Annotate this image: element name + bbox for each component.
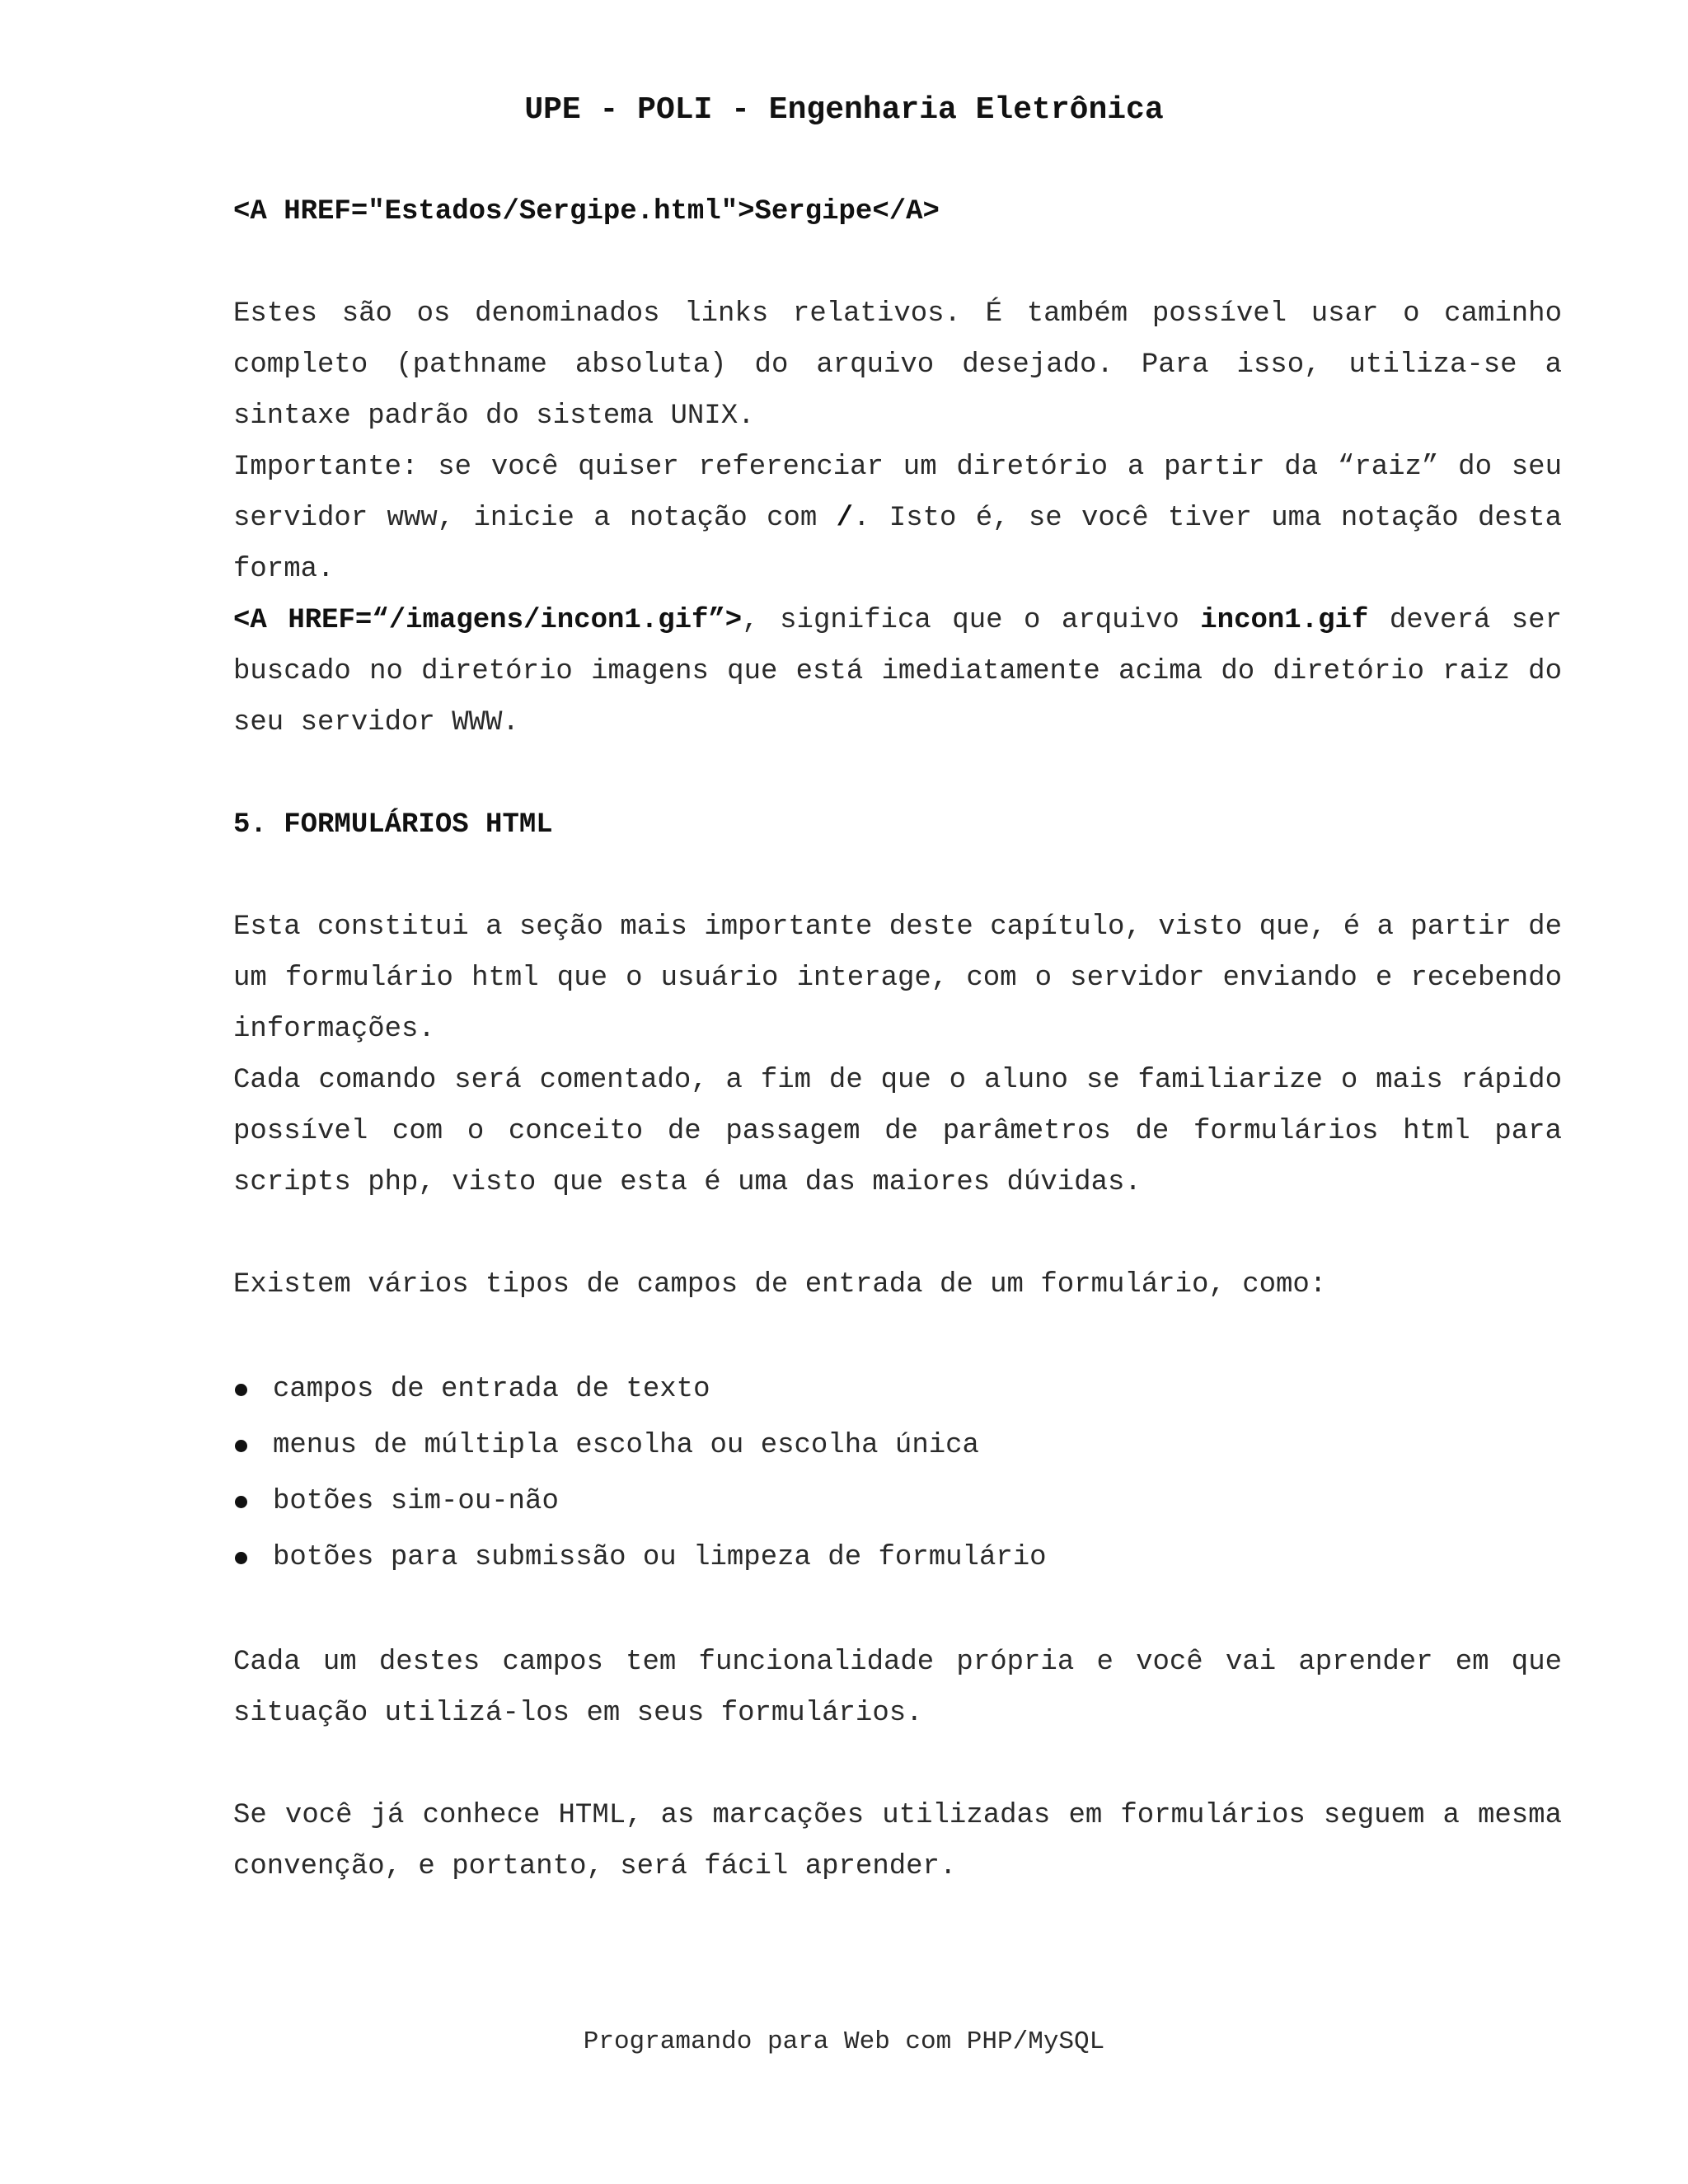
example-text-after: deverá ser buscado no diretório imagens que está imediatamente acima do diretório raiz do seu servidor WWW. bbox=[233, 605, 1562, 738]
list-item: campos de entrada de texto bbox=[233, 1361, 1562, 1418]
example-code: <A HREF=“/imagens/incon1.gif”> bbox=[233, 605, 743, 636]
paragraph-commands: Cada comando será comentado, a fim de que o aluno se familiarize o mais rápido possível com o conceito de passagem de parâmetros de formulários html para scripts php, visto que esta é uma das maiores dúvidas. bbox=[233, 1065, 1562, 1198]
example-file-name: incon1.gif bbox=[1200, 605, 1369, 636]
example-text-middle: , significa que o arquivo bbox=[742, 605, 1201, 636]
paragraph-example bbox=[233, 595, 1562, 748]
list-item: botões sim-ou-não bbox=[233, 1474, 1562, 1530]
bullet-icon bbox=[235, 1552, 247, 1564]
list-item: menus de múltipla escolha ou escolha única bbox=[233, 1418, 1562, 1474]
bullet-icon bbox=[235, 1440, 247, 1452]
paragraph-types-intro: Existem vários tipos de campos de entrada de um formulário, como: bbox=[233, 1269, 1327, 1301]
page-footer: Programando para Web com PHP/MySQL bbox=[583, 2027, 1105, 2056]
slash-notation: / bbox=[836, 503, 854, 534]
important-text-before: Importante: se você quiser referenciar um diretório a partir da “raiz” do seu servidor www, inicie a notação com bbox=[233, 452, 1562, 534]
list-item: botões para submissão ou limpeza de formulário bbox=[233, 1530, 1562, 1586]
paragraph-relative-links: Estes são os denominados links relativos. É também possível usar o caminho completo (pathname absoluta) do arquivo desejado. Para isso, utiliza-se a sintaxe padrão do sistema UNIX. bbox=[233, 298, 1562, 432]
code-example: <A HREF="Estados/Sergipe.html">Sergipe</A> bbox=[233, 196, 940, 227]
section-title: 5. FORMULÁRIOS HTML bbox=[233, 809, 553, 841]
paragraph-html-known: Se você já conhece HTML, as marcações utilizadas em formulários seguem a mesma convenção, e portanto, será fácil aprender. bbox=[233, 1800, 1562, 1882]
important-text-after: . Isto é, se você tiver uma notação desta forma. bbox=[233, 503, 1562, 585]
page-content bbox=[233, 186, 1562, 1892]
bullet-icon bbox=[235, 1496, 247, 1508]
bullet-icon bbox=[235, 1384, 247, 1396]
paragraph-each-field: Cada um destes campos tem funcionalidade própria e você vai aprender em que situação utilizá-los em seus formulários. bbox=[233, 1647, 1562, 1729]
page-header: UPE - POLI - Engenharia Eletrônica bbox=[524, 92, 1164, 128]
paragraph-forms-intro: Esta constitui a seção mais importante deste capítulo, visto que, é a partir de um formulário html que o usuário interage, com o servidor enviando e recebendo informações. bbox=[233, 912, 1562, 1045]
paragraph-important bbox=[233, 442, 1562, 595]
field-types-list bbox=[233, 1361, 1562, 1586]
